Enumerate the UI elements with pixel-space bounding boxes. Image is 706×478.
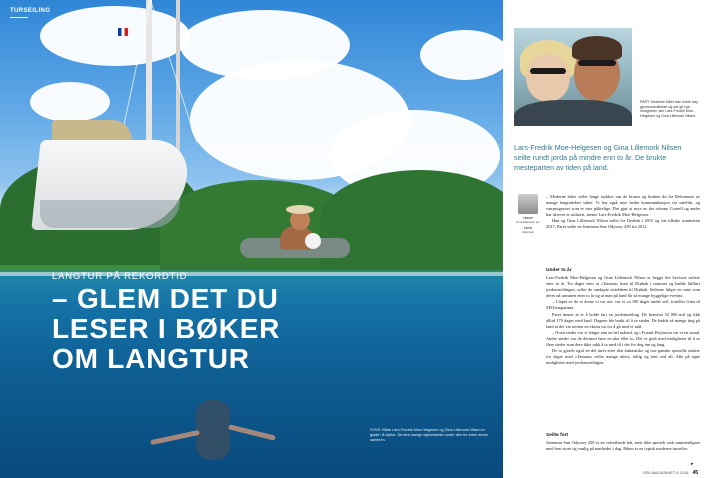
article-text-page: [503, 0, 706, 478]
byline-role: TEKST: [523, 216, 533, 220]
body-paragraph: Han og Gina Lillemork Nilsen seilte fra Drøbak i 2015 og var tilbake sommeren 2017. Paret seilte en Jeanneau Sun Odyssey 439 fra 2012.: [546, 218, 700, 230]
boat-reflection: [40, 200, 180, 228]
author-photo: [518, 194, 538, 214]
article-headline: [52, 284, 302, 374]
article-body: [546, 194, 700, 231]
portrait-caption: PART: Moderne båter kan holde høy gjennomsnittsfart og det gir nye muligheter, sier Lars-Fredrik Moe-Helgesen og Gina Lillemork Nilsen.: [640, 100, 698, 118]
headline-line: OM LANGTUR: [52, 343, 250, 374]
cloud: [420, 30, 503, 80]
mast: [176, 0, 180, 150]
page-footer: [643, 470, 698, 476]
photo-caption: SYKE: Både Lars-Fredrik Moe-Helgesen og Gina Lillemork Nilsen er glade i å dykke. De fant mange dykkesteder under den tre turen deres sammen.: [370, 428, 488, 442]
diver-arm: [150, 430, 200, 445]
body-paragraph: Paret mener at er å holde fart en jordomseiling. De benyttet 52 000 mil og fikk alltid 170 dager med land. Dagene ble brukt til å se steder. De hadde så mange ting på land at det var nesten en ekstra tur for å gå med et mål.: [546, 311, 700, 329]
section-tag: TURSEILING: [10, 8, 51, 14]
cloud: [30, 82, 110, 122]
sunglasses-icon: [530, 68, 566, 74]
page-number: 45: [692, 470, 698, 476]
buoy: [305, 233, 321, 249]
body-paragraph: De to gjorde også en del turer etter den fantastiske og noe ganske spesielle ønsker for dager med «Tamara» seiler mange ukers, tidlig og sent ved alt. Alle på egne muligheter med jordomseilingen.: [546, 348, 700, 366]
continue-arrow-icon: ▸: [691, 461, 694, 467]
diver: [196, 400, 230, 460]
body-paragraph: – Noen steder var vi lenger enn en hel måned, og i Fransk Polynesia var vi en stund. Andre steder var de derimot bare en uke eller to. Det er godt med muligheter til å se flere steder som dere ikke rakk å ta med til i det for deg inn og lang.: [546, 329, 700, 348]
article-kicker: LANGTUR PÅ REKORDTID: [52, 271, 188, 282]
hill: [320, 170, 503, 270]
hair-man: [572, 36, 622, 60]
flag-icon: [118, 28, 128, 36]
byline-role: FOTO: [523, 226, 533, 230]
byline: [514, 194, 542, 234]
body-paragraph: – I løpet av de to årene vi var ute, var vi ca 180 dager under seil, forteller Gina til SEILmagasinet.: [546, 299, 700, 311]
article-lede: Lars-Fredrik Moe-Helgesen og Gina Lillemork Nilsen seilte rundt jorda på mindre enn to år. De brukte mesteparten av tiden på land.: [514, 143, 682, 172]
headline-line: LESER I BØKER: [52, 313, 281, 344]
diver-arm: [228, 424, 276, 440]
magazine-issue: SEILMAGASINET 4 2018: [642, 470, 689, 475]
subheading: Under to år: [546, 268, 572, 273]
body-paragraph: Jeanneau Sun Odyssey 439 er en velseilende båt, men ikke spesielt rask sammenlignet med fem store og vanlig på markedet i dag. Båten er en typisk moderne turseiler.: [546, 440, 700, 452]
byline-name: Knut Hikmann Lie: [516, 220, 540, 224]
article-body: [546, 440, 700, 452]
portrait-photo: [514, 28, 632, 126]
shirt: [514, 100, 632, 126]
sunglasses-icon: [578, 60, 616, 66]
person-hat: [286, 205, 314, 214]
cloud: [40, 6, 190, 66]
headline-line: – GLEM DET DU: [52, 283, 279, 314]
body-paragraph: Lars-Fredrik Moe-Helgesen og Gina Lillemork Nilsen er begge lite bevisste seilere etter to år. Tre dager etter at «Tamara» kom til Drøbak i sommer og hadde fullført jordomseilingen, seiler de omdøpte sistebåten til Drøbak. Seilerne følger en vane som deres nå sammen etter to år og at man på land får så mange hyggelige eventyr.: [546, 275, 700, 299]
section-divider: [10, 17, 28, 18]
body-paragraph: – Moderne båter seiler lange stykker om de bruses og bruken du fra Reformøre av mange langturbåter sakte. Vi har også mye bedre kommunikasjon via satellitt, og værprognoser som er mer pålitelige. Det gjør at mye av det erfarne Cornell og andre har skrevet er utdatert, mener Lars-Fredrik Moe-Helgesen.: [546, 194, 700, 218]
subheading: Seilte fort: [546, 433, 569, 438]
byline-name: Lillemork: [521, 230, 534, 234]
face-woman: [526, 54, 570, 102]
article-body: [546, 275, 700, 366]
